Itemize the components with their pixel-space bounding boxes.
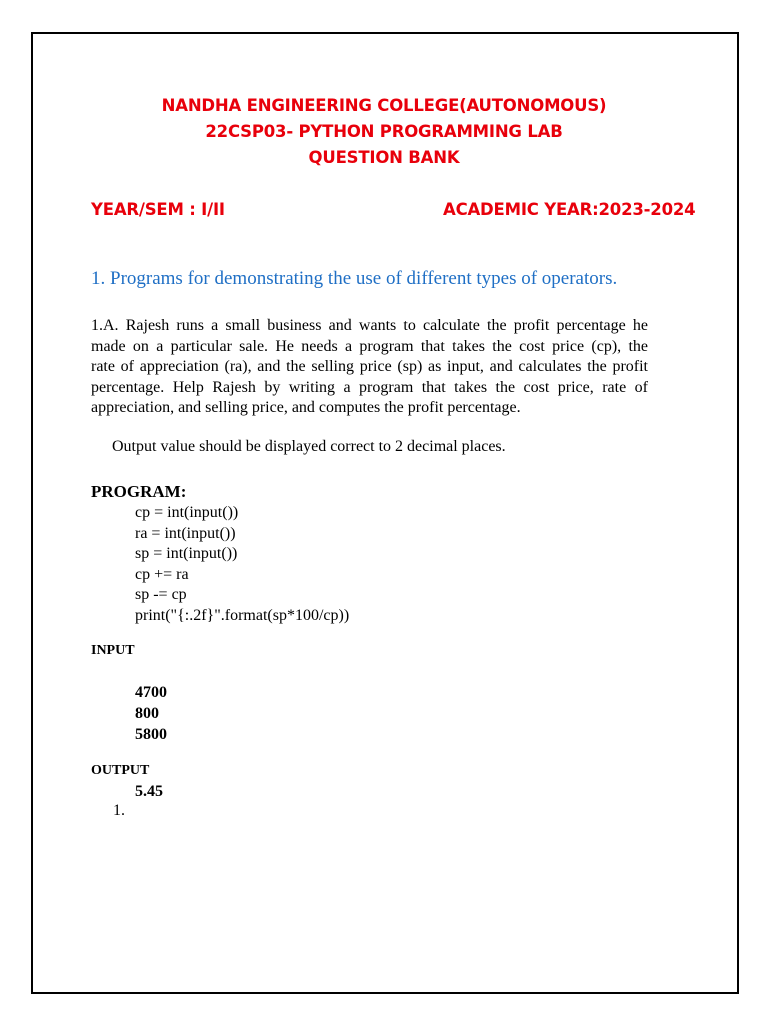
precision-note: Output value should be displayed correct to 2 decimal places. [112,438,506,455]
program-code [135,503,349,626]
output-values [135,781,163,802]
input-label: INPUT [91,643,135,658]
code-line: cp += ra [135,565,189,583]
question-line: percentage. Help Rajesh by writing a program that takes the cost price, rate of [91,378,648,396]
section-heading: 1. Programs for demonstrating the use of different types of operators. [91,268,618,289]
input-value: 5800 [135,726,167,743]
code-line: sp -= cp [135,586,187,603]
input-value: 800 [135,705,159,722]
question-paragraph [91,316,648,419]
question-line: rate of appreciation (ra), and the selling price (sp) as input, and calculates the profit [91,358,648,375]
year-sem: YEAR/SEM : I/II [91,200,225,219]
code-line: cp = int(input()) [135,504,239,521]
question-line: 1.A. Rajesh runs a small business and wants to calculate the profit percentage he [91,317,648,334]
academic-year: ACADEMIC YEAR:2023-2024 [443,200,696,219]
course-title: 22CSP03- PYTHON PROGRAMMING LAB [205,122,563,141]
program-label: PROGRAM: [91,482,187,501]
output-label: OUTPUT [91,763,150,778]
question-line: appreciation, and selling price, and computes the profit percentage. [91,399,521,416]
input-values [135,682,167,745]
document-type: QUESTION BANK [308,148,460,167]
question-line: made on a particular sale. He needs a program that takes the cost price (cp), the [91,337,648,355]
code-line: print("{:.2f}".format(sp*100/cp)) [135,606,350,624]
trailing-list-marker: 1. [113,802,125,819]
output-value: 5.45 [135,783,163,800]
code-line: sp = int(input()) [135,545,238,562]
college-name: NANDHA ENGINEERING COLLEGE(AUTONOMOUS) [161,96,607,115]
input-value: 4700 [135,684,167,701]
code-line: ra = int(input()) [135,524,236,542]
